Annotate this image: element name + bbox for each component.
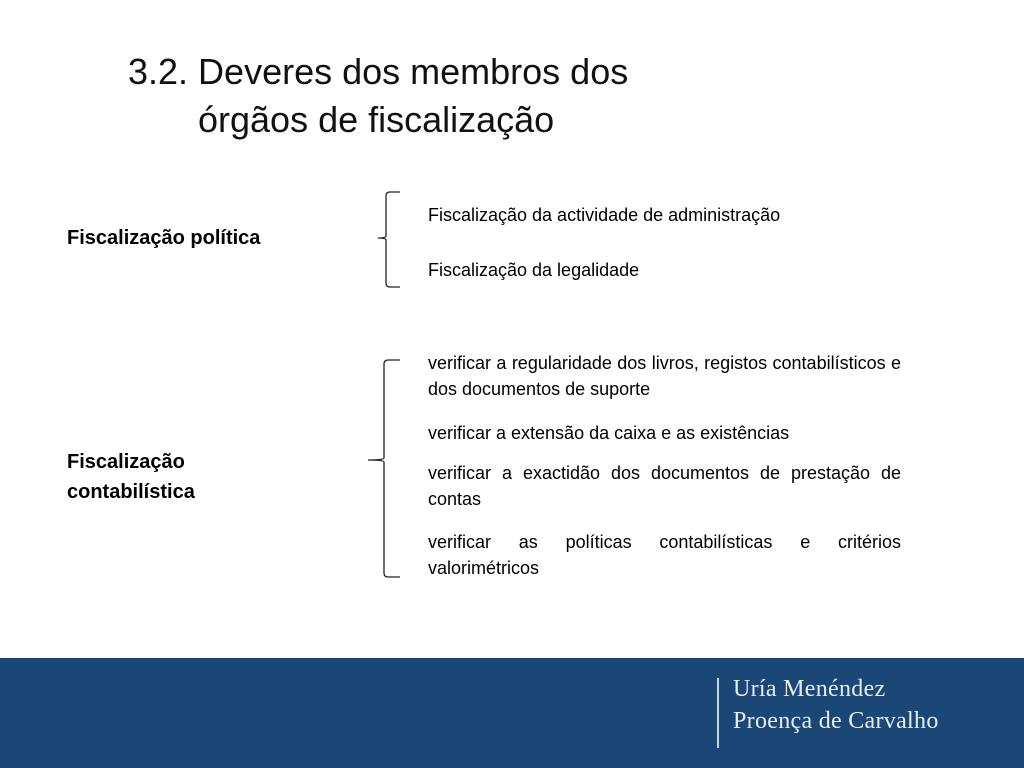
logo-divider	[717, 678, 719, 748]
slide-title-line2: órgãos de fiscalização	[198, 99, 555, 140]
list-item: Fiscalização da legalidade	[428, 260, 640, 280]
list-item: verificar a regularidade dos livros, registos contabilísticos e dos documentos de suporte	[428, 353, 901, 399]
logo-text-line2: Proença de Carvalho	[733, 708, 939, 734]
list-item: Fiscalização da actividade de administração	[428, 205, 781, 225]
section-label-line1: Fiscalização	[67, 451, 185, 473]
brace-contabilistica	[368, 360, 400, 577]
section-label-fiscalizacao-politica: Fiscalização política	[67, 227, 261, 249]
logo-text-line1: Uría Menéndez	[733, 676, 886, 702]
slide-title-line1: 3.2. Deveres dos membros dos	[128, 51, 629, 92]
list-item: verificar as políticas contabilísticas e critérios valorimétricos	[428, 532, 901, 578]
brace-politica	[378, 192, 400, 287]
footer-bar	[0, 658, 1024, 768]
list-item: verificar a exactidão dos documentos de prestação de contas	[428, 463, 901, 509]
section-label-line2: contabilística	[67, 481, 195, 503]
list-item: verificar a extensão da caixa e as existências	[428, 423, 790, 443]
